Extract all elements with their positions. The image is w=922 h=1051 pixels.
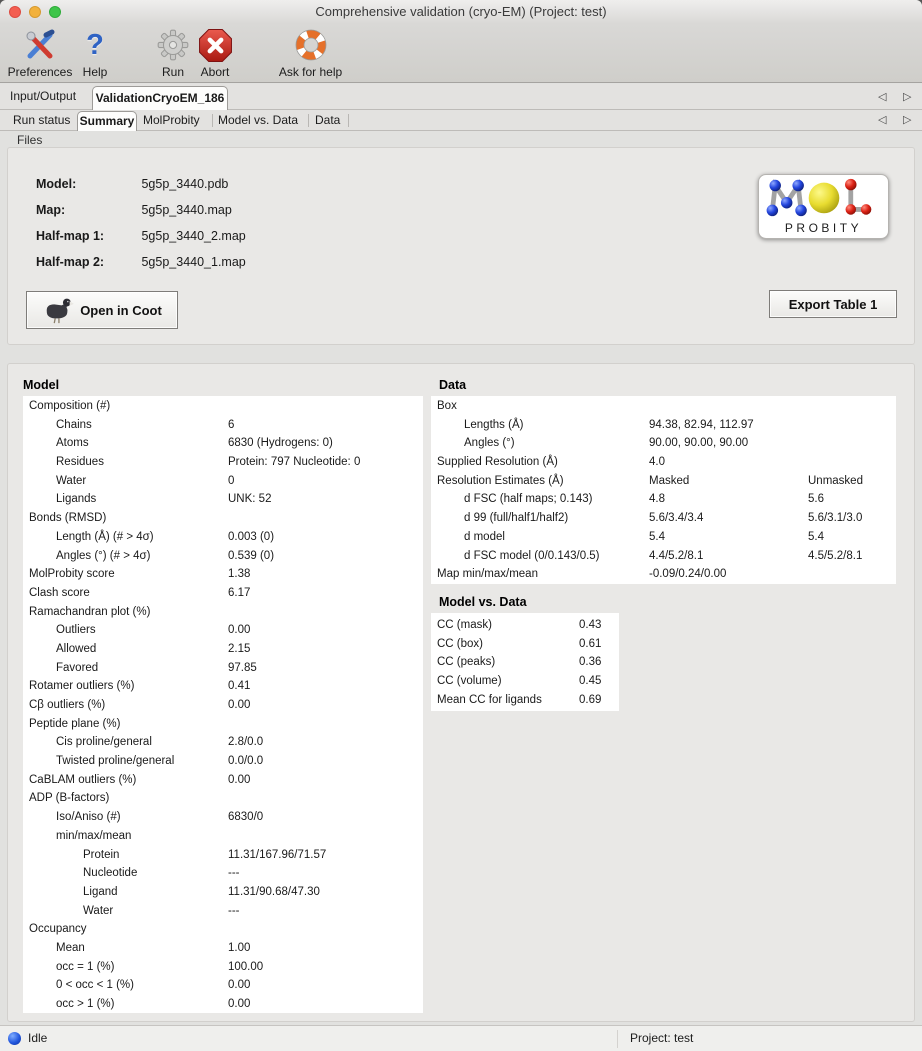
model-vs-data-table — [431, 613, 619, 711]
table-row — [23, 883, 423, 902]
row-label: Ramachandran plot (%) — [29, 605, 151, 618]
row-value: 0.003 (0) — [228, 530, 275, 543]
table-row — [431, 672, 619, 691]
row-value: UNK: 52 — [228, 493, 272, 506]
table-row — [431, 528, 896, 547]
file-value: 5g5p_3440.pdb — [141, 177, 229, 191]
row-value: 6.17 — [228, 586, 251, 599]
row-value: Protein: 797 Nucleotide: 0 — [228, 456, 361, 469]
tab-scroll-left-icon[interactable]: ◁ — [878, 114, 887, 126]
row-label: d FSC model (0/0.143/0.5) — [464, 549, 600, 562]
tab-run-status[interactable]: Run status — [13, 113, 71, 127]
window-title: Comprehensive validation (cryo-EM) (Project: test) — [315, 4, 607, 19]
row-label: MolProbity score — [29, 568, 115, 581]
row-label: ADP (B-factors) — [29, 792, 110, 805]
table-row — [23, 565, 423, 584]
row-label: Atoms — [56, 437, 89, 450]
status-idle-icon — [8, 1032, 21, 1045]
model-vs-data-section-title: Model vs. Data — [439, 595, 527, 609]
table-row — [23, 434, 423, 453]
row-value: 4.4/5.2/8.1 — [649, 549, 704, 562]
row-value: 100.00 — [228, 960, 264, 973]
row-value: 6830/0 — [228, 811, 264, 824]
row-label: occ > 1 (%) — [56, 998, 115, 1010]
row-value: 0.61 — [579, 637, 602, 650]
row-label: d FSC (half maps; 0.143) — [464, 493, 593, 506]
row-value: 0.539 (0) — [228, 549, 275, 562]
status-divider — [617, 1030, 618, 1048]
row-label: Water — [83, 904, 114, 917]
row-label: Mean — [56, 941, 85, 954]
file-label: Half-map 2: — [36, 255, 105, 269]
table-row — [23, 696, 423, 715]
file-label: Half-map 1: — [36, 229, 105, 243]
titlebar — [0, 0, 922, 24]
table-row — [23, 958, 423, 977]
file-row-half-map-1 — [36, 229, 246, 245]
row-label: Composition (#) — [29, 400, 111, 412]
row-label: Lengths (Å) — [464, 418, 524, 431]
lifebuoy-icon — [262, 26, 359, 64]
row-value: Masked — [649, 474, 690, 487]
table-row — [431, 565, 896, 584]
table-row — [431, 509, 896, 528]
table-row — [23, 846, 423, 865]
row-value-unmasked: 5.6/3.1/3.0 — [808, 512, 863, 525]
row-label: Cβ outliers (%) — [29, 699, 106, 711]
row-label: Peptide plane (%) — [29, 717, 121, 730]
row-label: 0 < occ < 1 (%) — [56, 979, 134, 992]
table-row — [23, 789, 423, 808]
table-row — [23, 490, 423, 509]
row-value: -0.09/0.24/0.00 — [649, 568, 727, 581]
row-label: Allowed — [56, 642, 97, 655]
abort-button[interactable] — [190, 26, 240, 80]
row-value: 5.4 — [649, 530, 665, 543]
row-label: Favored — [56, 661, 99, 674]
row-label: Supplied Resolution (Å) — [437, 456, 558, 469]
row-value: 1.00 — [228, 941, 251, 954]
row-value-unmasked: 4.5/5.2/8.1 — [808, 549, 863, 562]
table-row — [23, 397, 423, 416]
table-row — [23, 995, 423, 1014]
model-table — [23, 396, 423, 1013]
row-value: --- — [228, 904, 240, 917]
tab-bar-outer — [0, 84, 922, 110]
tab-bar-inner — [0, 110, 922, 131]
table-row — [431, 416, 896, 435]
row-value-unmasked: 5.6 — [808, 493, 824, 506]
table-row — [23, 752, 423, 771]
row-label: Cis proline/general — [56, 736, 152, 749]
row-value: 0.43 — [579, 619, 602, 631]
row-label: Angles (°) (# > 4σ) — [56, 549, 151, 562]
row-label: CC (mask) — [437, 619, 492, 631]
row-label: Length (Å) (# > 4σ) — [56, 530, 154, 543]
model-section-title: Model — [23, 378, 60, 392]
row-value: 6830 (Hydrogens: 0) — [228, 437, 333, 450]
table-row — [23, 547, 423, 566]
molprobity-logo-text: PROBITY — [784, 221, 863, 235]
tab-scroll-right-icon[interactable]: ▷ — [903, 91, 912, 103]
row-value: 0.45 — [579, 675, 602, 688]
status-bar — [0, 1025, 922, 1051]
table-row — [23, 864, 423, 883]
help-question-icon: ? — [86, 29, 104, 61]
row-value: 1.38 — [228, 568, 251, 581]
data-table — [431, 396, 896, 584]
files-group-label: Files — [17, 133, 43, 147]
row-label: Ligand — [83, 885, 118, 898]
row-value: 11.31/167.96/71.57 — [228, 848, 327, 861]
molprobity-logo — [758, 174, 889, 239]
row-label: Resolution Estimates (Å) — [437, 474, 564, 487]
table-row — [23, 528, 423, 547]
table-row — [23, 939, 423, 958]
table-row — [23, 920, 423, 939]
row-label: Residues — [56, 456, 104, 469]
toolbar-item-label: Help — [82, 65, 108, 79]
row-value: 0.00 — [228, 979, 251, 992]
row-label: CC (box) — [437, 637, 484, 650]
tab-data[interactable]: Data — [315, 113, 341, 127]
table-row — [23, 509, 423, 528]
molprobity-mol-icon — [762, 175, 886, 219]
status-text: Idle — [28, 1031, 48, 1045]
table-row — [431, 635, 619, 654]
table-row — [431, 691, 619, 710]
data-section-title: Data — [439, 378, 467, 392]
help-button[interactable] — [73, 26, 117, 80]
ask-for-help-button[interactable] — [262, 26, 359, 80]
row-value: 0.0/0.0 — [228, 755, 264, 768]
row-value-unmasked: 5.4 — [808, 530, 824, 543]
table-row — [23, 416, 423, 435]
coot-bird-icon — [42, 296, 74, 324]
row-value: 6 — [228, 418, 235, 431]
row-label: Twisted proline/general — [56, 755, 175, 768]
table-row — [23, 827, 423, 846]
row-value: 0.00 — [228, 624, 251, 637]
row-value: 0.41 — [228, 680, 251, 693]
row-label: min/max/mean — [56, 829, 132, 842]
toolbar-item-label: Abort — [200, 65, 230, 79]
row-label: d 99 (full/half1/half2) — [464, 512, 569, 525]
row-label: Outliers — [56, 624, 96, 637]
export-table-1-button[interactable] — [769, 290, 897, 318]
table-row — [23, 976, 423, 995]
file-row-model — [36, 177, 228, 193]
row-label: Ligands — [56, 493, 97, 506]
table-row — [431, 397, 896, 416]
tab-divider — [308, 114, 309, 127]
open-in-coot-button[interactable] — [26, 291, 178, 329]
file-row-half-map-2 — [36, 255, 246, 271]
preferences-button[interactable] — [0, 26, 80, 80]
project-label: Project: test — [630, 1031, 694, 1045]
tab-validationcryoem-186[interactable]: ValidationCryoEM_186 — [92, 86, 228, 110]
toolbar-item-label: Ask for help — [278, 65, 343, 79]
file-value: 5g5p_3440_1.map — [141, 255, 246, 269]
table-row — [431, 616, 619, 635]
row-value: 0.00 — [228, 998, 251, 1010]
row-label: CC (volume) — [437, 675, 502, 688]
preferences-tools-icon — [0, 26, 80, 64]
row-label: Occupancy — [29, 923, 87, 936]
table-row — [431, 472, 896, 491]
table-row — [23, 733, 423, 752]
row-label: d model — [464, 530, 505, 543]
row-label: Bonds (RMSD) — [29, 512, 107, 525]
row-label: Protein — [83, 848, 120, 861]
row-value: 11.31/90.68/47.30 — [228, 885, 320, 898]
table-row — [431, 453, 896, 472]
table-row — [23, 603, 423, 622]
file-value: 5g5p_3440.map — [141, 203, 232, 217]
table-row — [23, 677, 423, 696]
row-value: 0.36 — [579, 656, 602, 669]
open-in-coot-label: Open in Coot — [80, 302, 162, 318]
row-value: 2.8/0.0 — [228, 736, 264, 749]
row-value: 5.6/3.4/3.4 — [649, 512, 704, 525]
summary-groupbox — [7, 363, 915, 1022]
row-value: 2.15 — [228, 642, 251, 655]
row-value-unmasked: Unmasked — [808, 474, 863, 487]
tab-model-vs-data[interactable]: Model vs. Data — [218, 113, 299, 127]
table-row — [23, 453, 423, 472]
table-row — [431, 653, 619, 672]
tab-molprobity[interactable]: MolProbity — [143, 113, 200, 127]
row-value: 0 — [228, 474, 235, 487]
toolbar-item-label: Run — [161, 65, 184, 79]
row-label: occ = 1 (%) — [56, 960, 115, 973]
file-label: Model: — [36, 177, 77, 191]
tab-divider — [212, 114, 213, 127]
table-row — [23, 621, 423, 640]
tab-scroll-right-icon[interactable]: ▷ — [903, 114, 912, 126]
row-value: --- — [228, 867, 240, 880]
tab-summary[interactable]: Summary — [77, 111, 137, 131]
table-row — [431, 434, 896, 453]
row-value: 94.38, 82.94, 112.97 — [649, 418, 754, 431]
row-label: Map min/max/mean — [437, 568, 538, 581]
row-label: CC (peaks) — [437, 656, 496, 669]
row-value: 0.69 — [579, 693, 602, 706]
row-value: 90.00, 90.00, 90.00 — [649, 437, 749, 450]
abort-stop-icon — [190, 26, 240, 64]
row-label: Angles (°) — [464, 437, 515, 450]
row-value: 97.85 — [228, 661, 257, 674]
file-label: Map: — [36, 203, 66, 217]
tab-input-output[interactable]: Input/Output — [10, 89, 77, 103]
table-row — [431, 490, 896, 509]
tab-divider — [348, 114, 349, 127]
row-label: Chains — [56, 418, 92, 431]
row-label: Mean CC for ligands — [437, 693, 542, 706]
row-label: Clash score — [29, 586, 90, 599]
table-row — [23, 771, 423, 790]
table-row — [23, 640, 423, 659]
table-row — [23, 472, 423, 491]
toolbar — [0, 24, 922, 83]
table-row — [23, 715, 423, 734]
row-label: Nucleotide — [83, 867, 138, 880]
files-groupbox — [7, 147, 915, 345]
file-value: 5g5p_3440_2.map — [141, 229, 246, 243]
table-row — [23, 659, 423, 678]
row-label: CaBLAM outliers (%) — [29, 773, 137, 786]
row-value: 0.00 — [228, 773, 251, 786]
table-row — [23, 902, 423, 921]
row-value: 4.8 — [649, 493, 665, 506]
table-row — [431, 547, 896, 566]
row-value: 0.00 — [228, 699, 251, 711]
file-row-map — [36, 203, 232, 219]
row-label: Water — [56, 474, 87, 487]
row-label: Iso/Aniso (#) — [56, 811, 121, 824]
table-row — [23, 584, 423, 603]
toolbar-item-label: Preferences — [7, 65, 73, 79]
row-value: 4.0 — [649, 456, 665, 469]
row-label: Rotamer outliers (%) — [29, 680, 135, 693]
tab-scroll-left-icon[interactable]: ◁ — [878, 91, 887, 103]
row-label: Box — [437, 400, 457, 412]
table-row — [23, 808, 423, 827]
export-table-1-label: Export Table 1 — [788, 296, 878, 312]
